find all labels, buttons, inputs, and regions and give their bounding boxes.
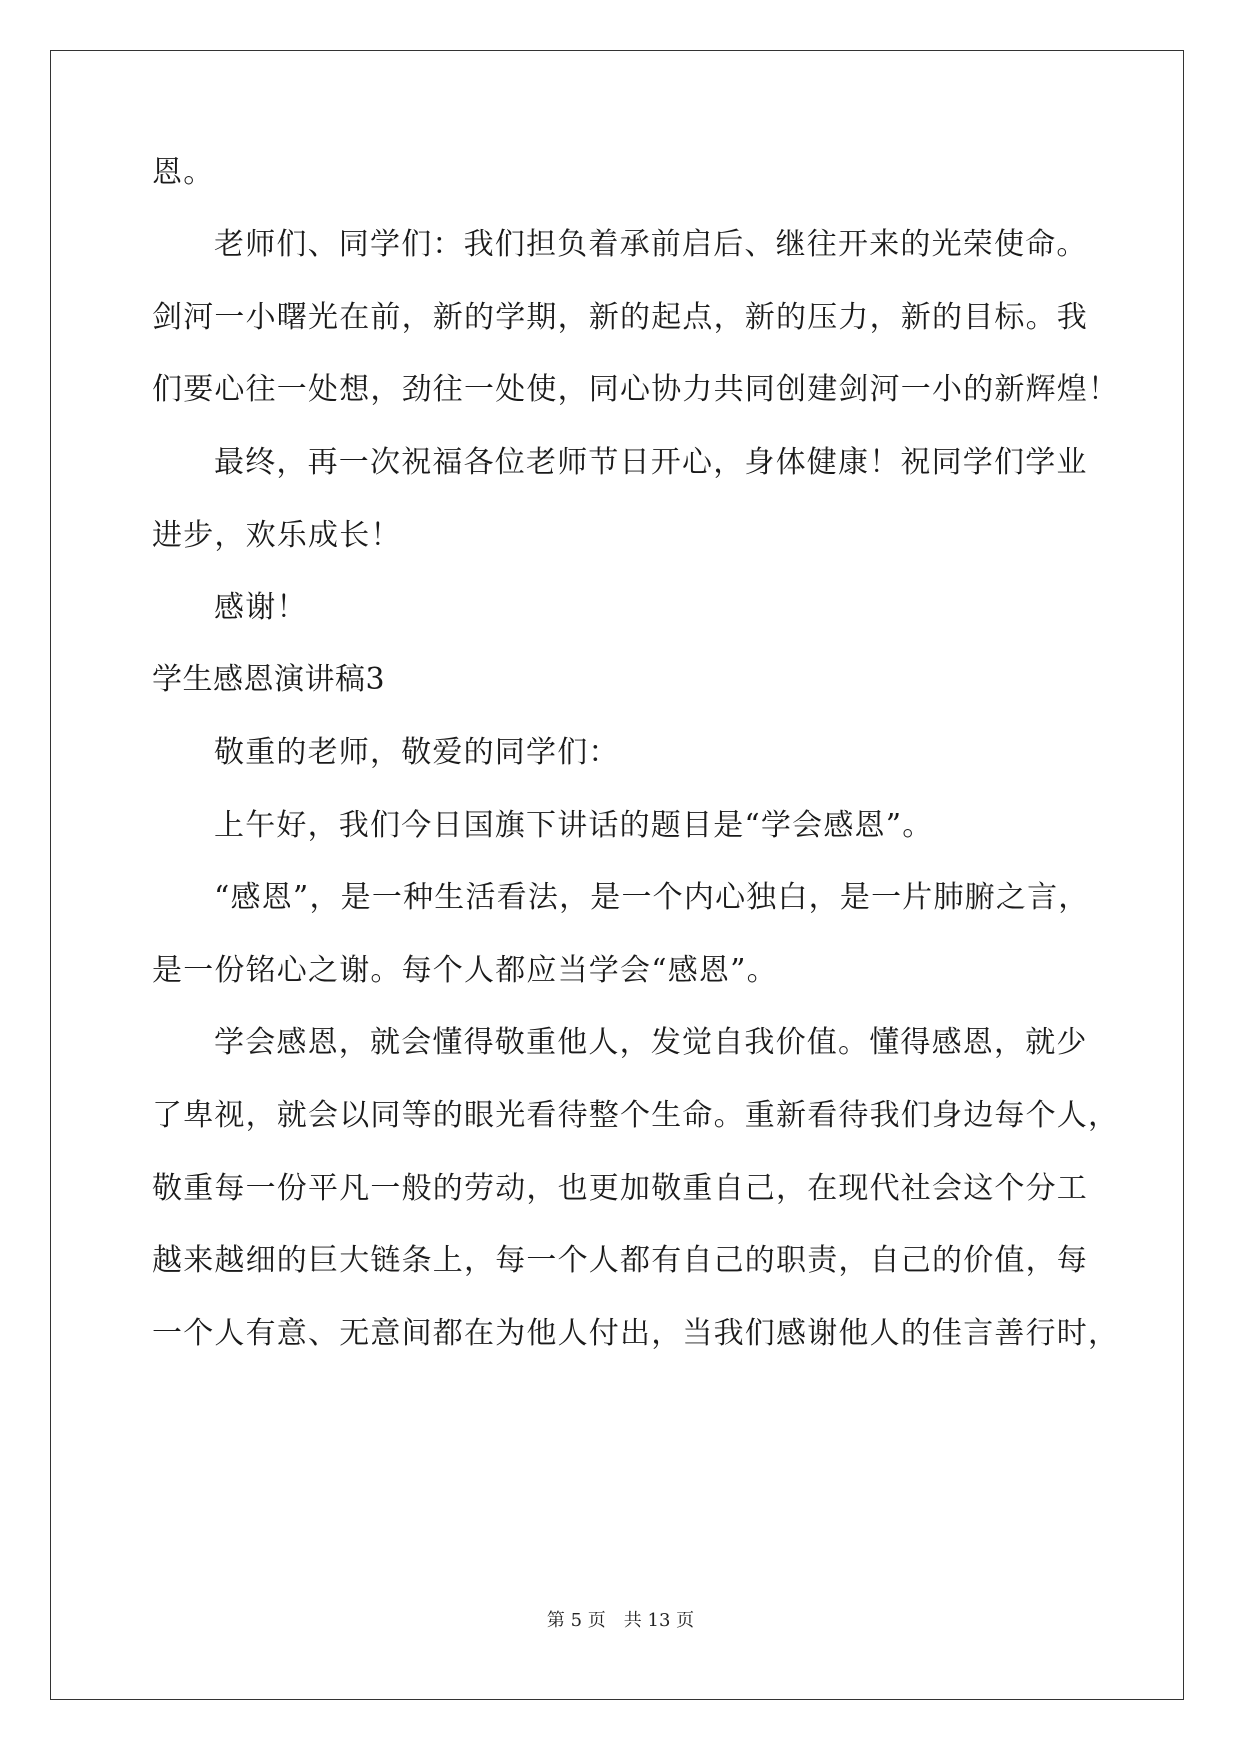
paragraph-line: 是一份铭心之谢。每个人都应当学会“感恩”。 <box>152 953 778 988</box>
section-title: 学生感恩演讲稿3 <box>152 662 386 697</box>
paragraph-line: 上午好，我们今日国旗下讲话的题目是“学会感恩”。 <box>214 808 934 843</box>
paragraph-line: 越来越细的巨大链条上，每一个人都有自己的职责，自己的价值，每 <box>152 1243 1088 1278</box>
paragraph-line: 敬重每一份平凡一般的劳动，也更加敬重自己，在现代社会这个分工 <box>152 1171 1088 1206</box>
paragraph-line: 一个人有意、无意间都在为他人付出，当我们感谢他人的佳言善行时， <box>152 1316 1120 1351</box>
page-frame <box>50 50 1184 1700</box>
paragraph-line: 进步，欢乐成长！ <box>152 518 402 553</box>
paragraph-line: “感恩”，是一种生活看法，是一个内心独白，是一片肺腑之言， <box>214 880 1090 915</box>
paragraph-line: 学会感恩，就会懂得敬重他人，发觉自我价值。懂得感恩，就少 <box>214 1025 1088 1060</box>
paragraph-line: 剑河一小曙光在前，新的学期，新的起点，新的压力，新的目标。我 <box>152 300 1088 335</box>
paragraph-line: 们要心往一处想，劲往一处使，同心协力共同创建剑河一小的新辉煌！ <box>152 372 1120 407</box>
page-number: 第 5 页 共 13 页 <box>546 1610 695 1631</box>
paragraph-line: 了卑视，就会以同等的眼光看待整个生命。重新看待我们身边每个人， <box>152 1098 1120 1133</box>
paragraph-line: 感谢！ <box>214 590 308 625</box>
paragraph-line: 敬重的老师，敬爱的同学们： <box>214 735 620 770</box>
paragraph-line: 老师们、同学们：我们担负着承前启后、继往开来的光荣使命。 <box>214 227 1088 262</box>
paragraph-line: 最终，再一次祝福各位老师节日开心，身体健康！祝同学们学业 <box>214 445 1088 480</box>
paragraph-line: 恩。 <box>152 155 215 190</box>
